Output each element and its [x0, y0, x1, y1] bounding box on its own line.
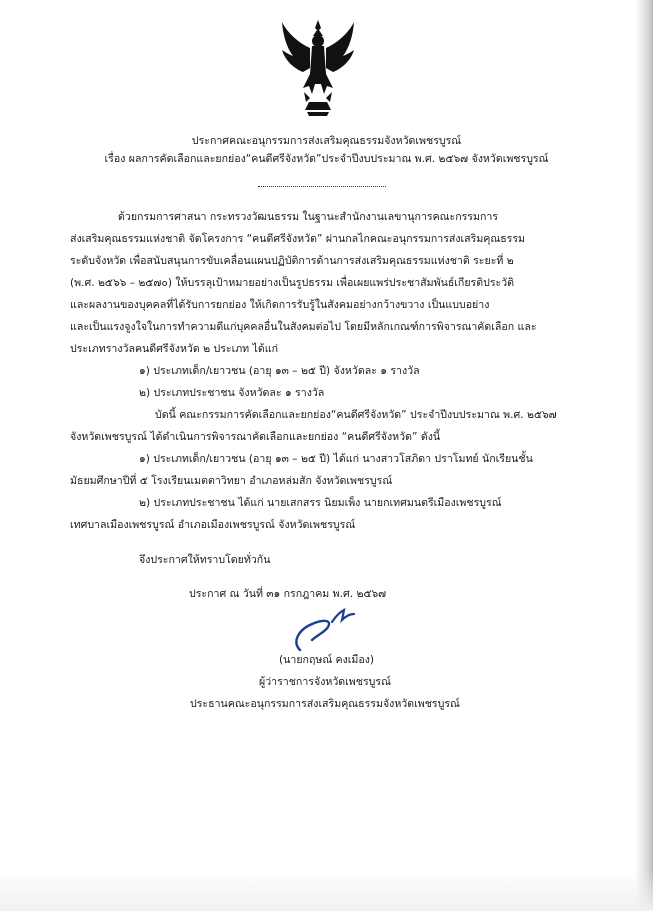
paragraph2-line: จังหวัดเพชรบูรณ์ ได้ดำเนินการพิจารณาคัดเลือกและยกย่อง “คนดีศรีจังหวัด” ดังนี้ — [70, 431, 441, 443]
paragraph1-line: ด้วยกรมการศาสนา กระทรวงวัฒนธรรม ในฐานะสำนักงานเลขานุการคณะกรรมการ — [118, 211, 499, 223]
award-type-1: ๑) ประเภทเด็ก/เยาวชน (อายุ ๑๓ – ๒๕ ปี) จังหวัดละ ๑ รางวัล — [139, 365, 420, 377]
garuda-emblem — [279, 18, 357, 118]
award-type-2: ๒) ประเภทประชาชน จังหวัดละ ๑ รางวัล — [139, 387, 325, 399]
signer-committee-position: ประธานคณะอนุกรรมการส่งเสริมคุณธรรมจังหวัดเพชรบูรณ์ — [190, 698, 460, 710]
winner-citizen-line: ๒) ประเภทประชาชน ได้แก่ นายเสกสรร นิยมเพ็ง นายกเทศมนตรีเมืองเพชรบูรณ์ — [139, 497, 502, 509]
handwritten-signature — [282, 600, 372, 660]
paragraph2-line: บัดนี้ คณะกรรมการคัดเลือกและยกย่อง“คนดีศรีจังหวัด” ประจำปีงบประมาณ พ.ศ. ๒๕๖๗ — [155, 409, 557, 421]
page-shadow-right — [635, 0, 653, 911]
announcement-date: ประกาศ ณ วันที่ ๓๑ กรกฎาคม พ.ศ. ๒๕๖๗ — [189, 588, 387, 600]
signer-name: (นายกฤษณ์ คงเมือง) — [279, 654, 375, 666]
closing-text: จึงประกาศให้ทราบโดยทั่วกัน — [139, 554, 271, 566]
winner-youth-line: มัธยมศึกษาปีที่ ๕ โรงเรียนเมตตาวิทยา อำเภอหล่มสัก จังหวัดเพชรบูรณ์ — [70, 475, 393, 487]
announcement-subject: เรื่อง ผลการคัดเลือกและยกย่อง“คนดีศรีจังหวัด”ประจำปีงบประมาณ พ.ศ. ๒๕๖๗ จังหวัดเพชรบูรณ์ — [104, 153, 549, 165]
paragraph1-line: ส่งเสริมคุณธรรมแห่งชาติ จัดโครงการ “คนดีศรีจังหวัด” ผ่านกลไกคณะอนุกรรมการส่งเสริมคุณธรรม — [70, 233, 526, 245]
signer-position: ผู้ว่าราชการจังหวัดเพชรบูรณ์ — [259, 676, 391, 688]
winner-youth-line: ๑) ประเภทเด็ก/เยาวชน (อายุ ๑๓ – ๒๕ ปี) ได้แก่ นางสาวโสภิดา ปราโมทย์ นักเรียนชั้น — [139, 453, 533, 465]
paragraph1-line: ประเภทรางวัลคนดีศรีจังหวัด ๒ ประเภท ได้แก่ — [70, 343, 278, 355]
winner-citizen-line: เทศบาลเมืองเพชรบูรณ์ อำเภอเมืองเพชรบูรณ์ จังหวัดเพชรบูรณ์ — [70, 519, 356, 531]
paragraph1-line: ระดับจังหวัด เพื่อสนับสนุนการขับเคลื่อนแผนปฏิบัติการด้านการส่งเสริมคุณธรรมแห่งชาติ ระยะที่ ๒ — [70, 255, 514, 267]
separator-dots — [258, 186, 386, 187]
announcement-title: ประกาศคณะอนุกรรมการส่งเสริมคุณธรรมจังหวัดเพชรบูรณ์ — [191, 135, 462, 147]
paragraph1-line: และผลงานของบุคคลที่ได้รับการยกย่อง ให้เกิดการรับรู้ในสังคมอย่างกว้างขวาง เป็นแบบอย่าง — [70, 299, 490, 311]
page-shadow-bottom — [0, 871, 653, 911]
paragraph1-line: (พ.ศ. ๒๕๖๖ – ๒๕๗๐) ให้บรรลุเป้าหมายอย่างเป็นรูปธรรม เพื่อเผยแพร่ประชาสัมพันธ์เกียรติประวัติ — [70, 277, 515, 289]
paragraph1-line: และเป็นแรงจูงใจในการทำความดีแก่บุคคลอื่นในสังคมต่อไป โดยมีหลักเกณฑ์การพิจารณาคัดเลือก และ — [70, 321, 537, 333]
